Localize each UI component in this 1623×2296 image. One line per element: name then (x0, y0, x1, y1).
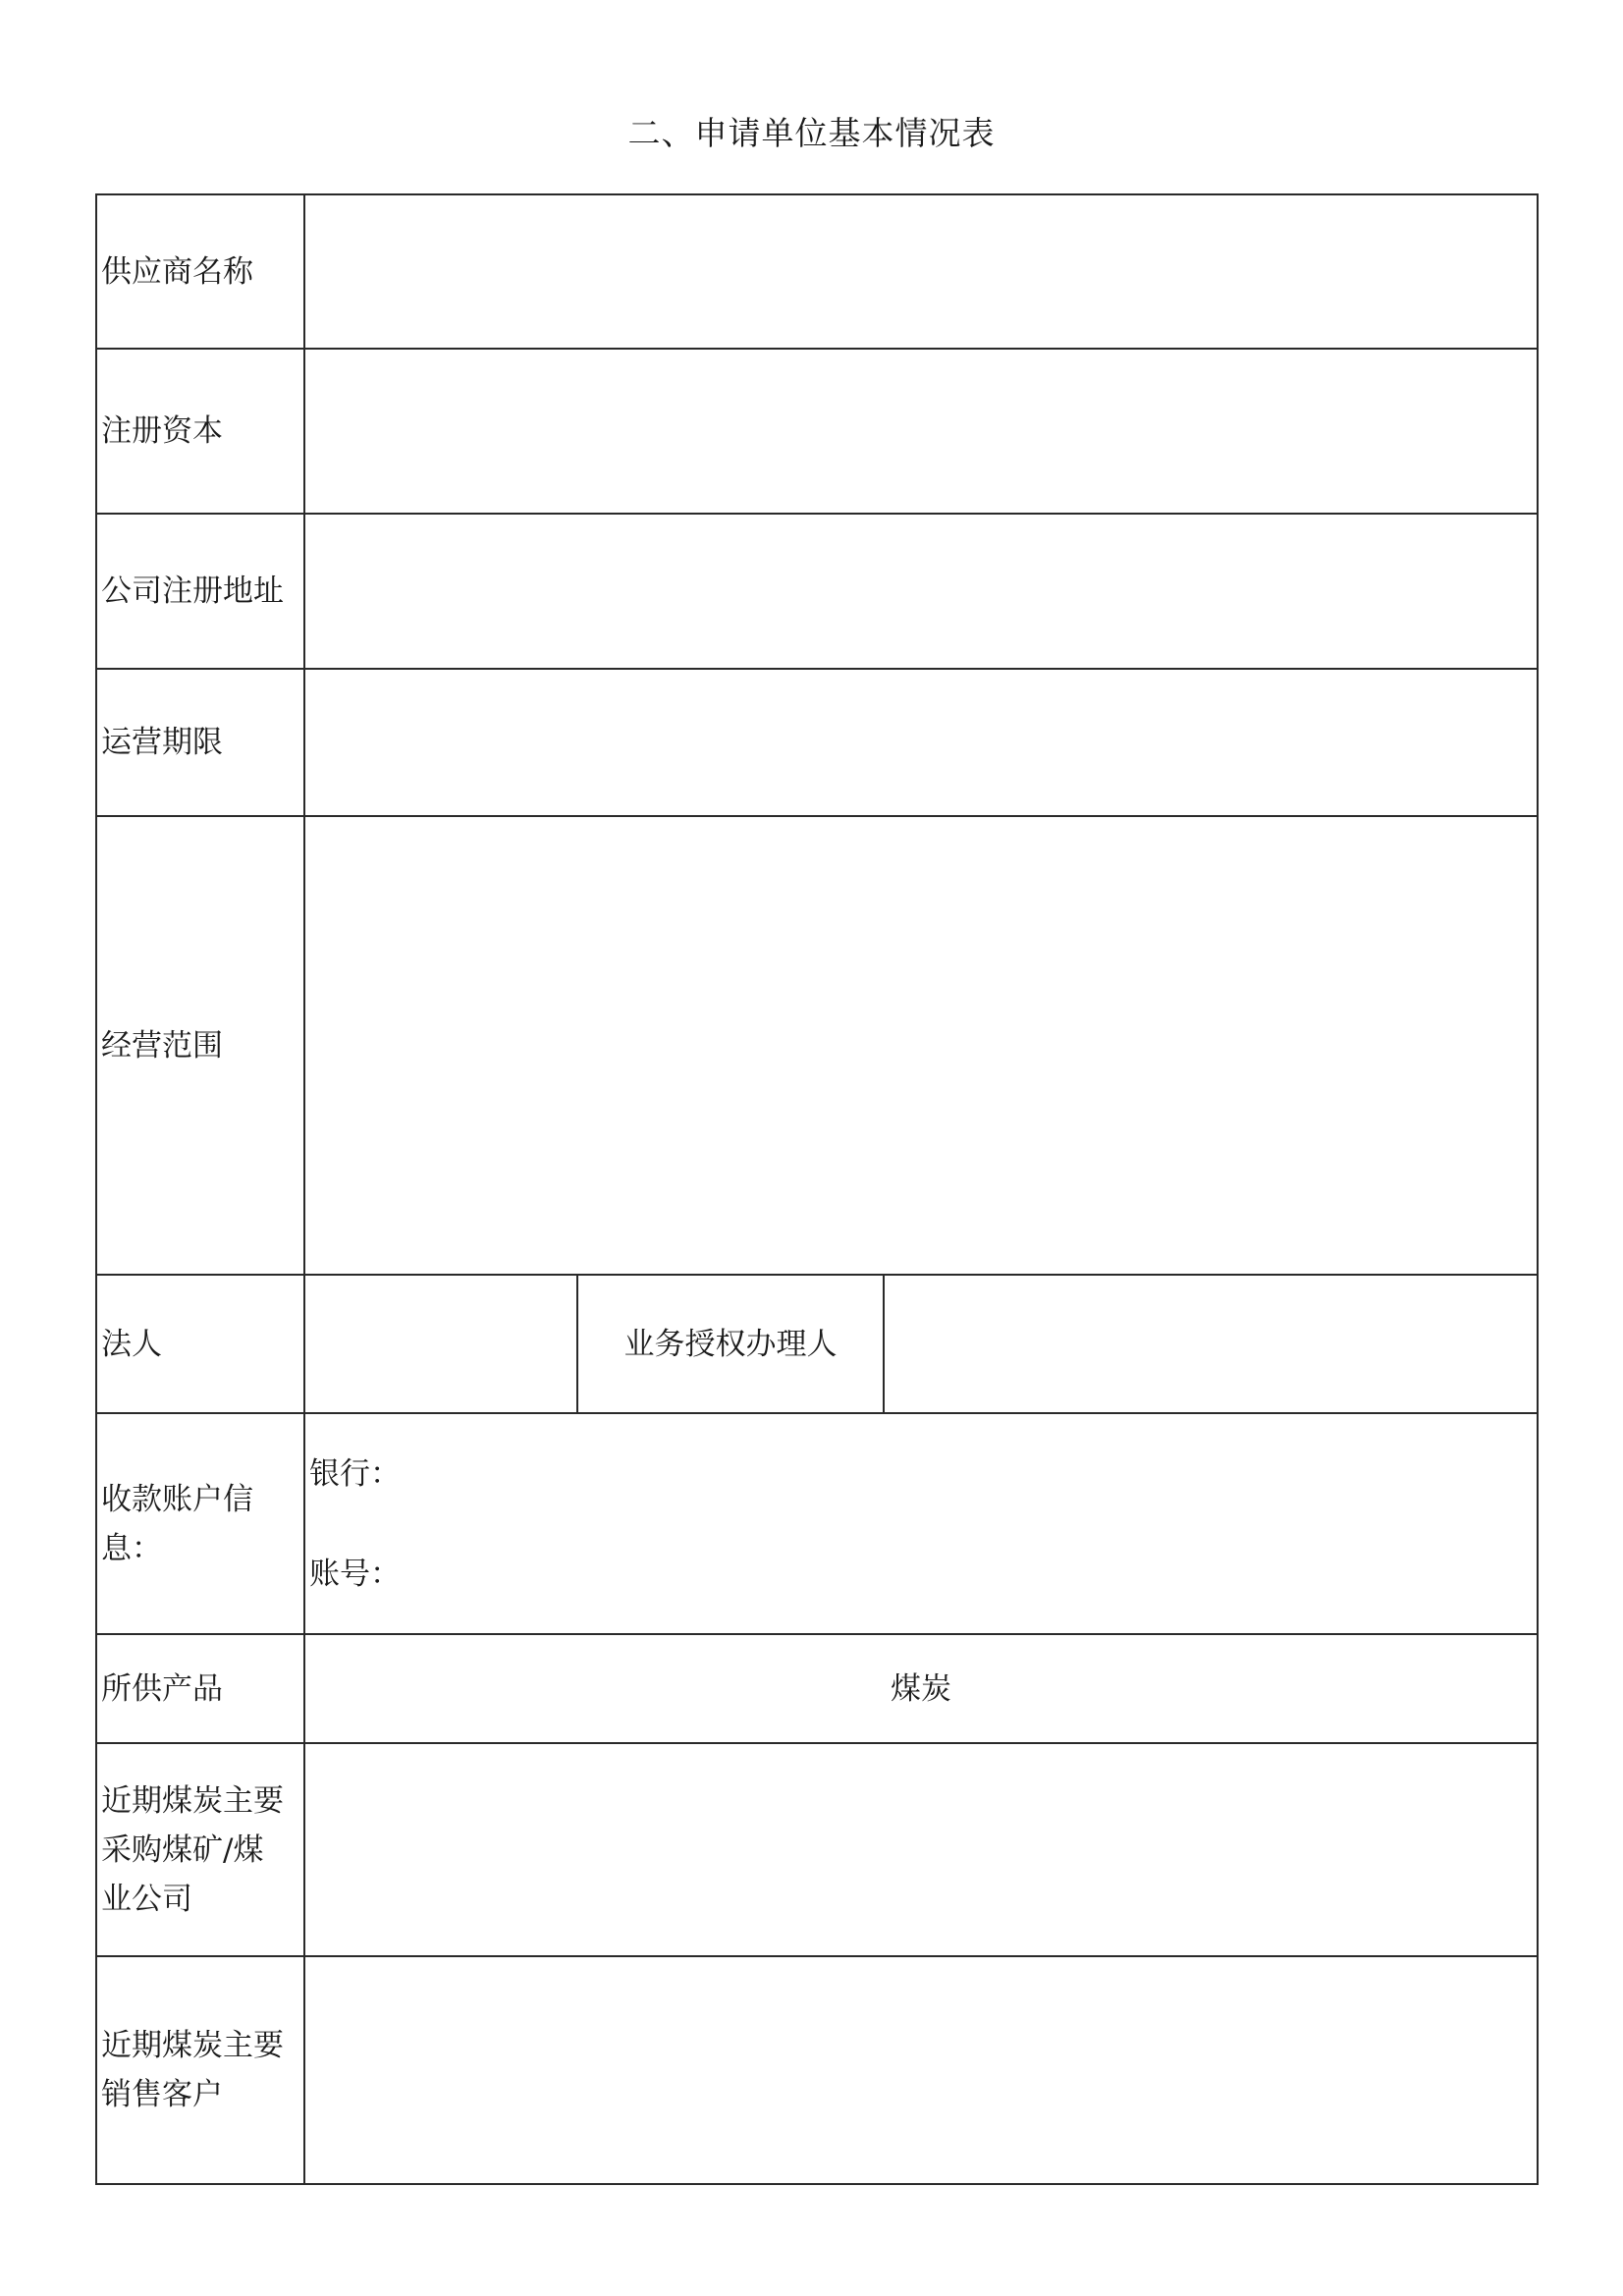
recent-purchase-field[interactable] (304, 1743, 1538, 1956)
recent-sales-label-line2: 销售客户 (101, 2077, 223, 2112)
account-info-label-line2: 息： (101, 1530, 162, 1566)
operating-period-field[interactable] (304, 669, 1538, 816)
recent-sales-field[interactable] (304, 1956, 1538, 2184)
operating-period-label: 运营期限 (96, 669, 304, 816)
products-label: 所供产品 (96, 1634, 304, 1743)
business-scope-label: 经营范围 (96, 816, 304, 1275)
row-account-info (96, 1413, 1538, 1634)
page-title: 二、申请单位基本情况表 (627, 114, 996, 152)
row-legal-person (96, 1275, 1538, 1413)
row-recent-sales (96, 1956, 1538, 2184)
recent-sales-label (96, 1956, 304, 2184)
row-registered-address (96, 514, 1538, 669)
recent-purchase-label (96, 1743, 304, 1956)
row-registered-capital (96, 349, 1538, 514)
registered-address-field[interactable] (304, 514, 1538, 669)
legal-person-field[interactable] (304, 1275, 577, 1413)
account-number-label: 账号： (309, 1556, 401, 1592)
account-info-field[interactable] (304, 1413, 1538, 1634)
business-scope-field[interactable] (304, 816, 1538, 1275)
recent-purchase-label-line2: 采购煤矿/煤 (101, 1831, 264, 1868)
legal-person-label: 法人 (96, 1275, 304, 1413)
row-products (96, 1634, 1538, 1743)
authorized-agent-field[interactable] (884, 1275, 1538, 1413)
authorized-agent-label: 业务授权办理人 (577, 1275, 884, 1413)
row-business-scope (96, 816, 1538, 1275)
row-supplier-name (96, 194, 1538, 349)
supplier-name-field[interactable] (304, 194, 1538, 349)
registered-capital-field[interactable] (304, 349, 1538, 514)
products-value: 煤炭 (304, 1634, 1538, 1743)
basic-info-table (95, 193, 1539, 2185)
supplier-name-label: 供应商名称 (96, 194, 304, 349)
recent-purchase-label-line1: 近期煤炭主要 (101, 1782, 284, 1819)
account-info-label (96, 1413, 304, 1634)
row-recent-purchase (96, 1743, 1538, 1956)
registered-address-label: 公司注册地址 (96, 514, 304, 669)
row-operating-period (96, 669, 1538, 816)
account-info-label-line1: 收款账户信 (101, 1481, 253, 1517)
recent-purchase-label-line3: 业公司 (101, 1881, 192, 1917)
recent-sales-label-line1: 近期煤炭主要 (101, 2028, 284, 2063)
registered-capital-label: 注册资本 (96, 349, 304, 514)
bank-label: 银行： (309, 1455, 401, 1492)
